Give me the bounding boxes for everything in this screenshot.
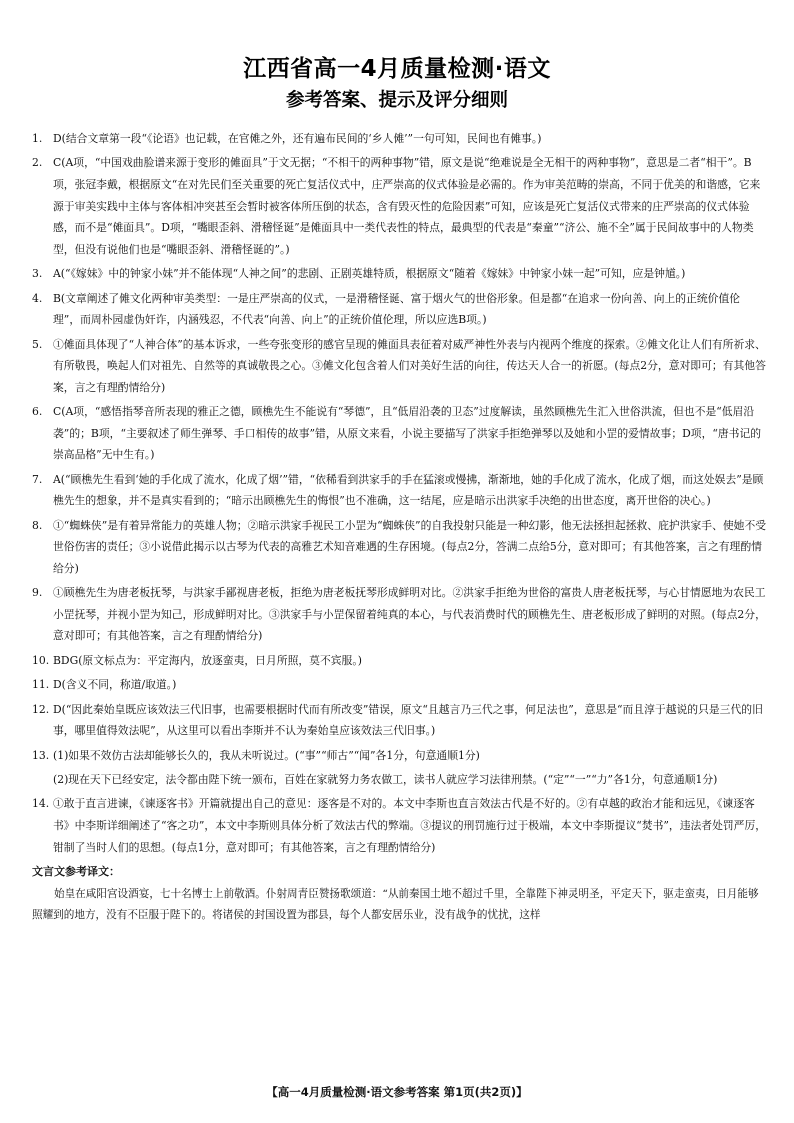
answer-text: C(A项，“感悟指琴音所表现的雅正之德，顾樵先生不能说有“琴德”，且“低眉沿袭的卫态”过度解读，虽然顾樵先生汇入世俗洪流，但也不是“低眉沿袭”的；B项，“主要叙述了师生弹琴、手口相传的故事”错，从原文来看，小说主要描写了洪家手拒绝弹琴以及她和小罡的爱情故事；D项，“唐书记的崇高品格”无中生有。) (53, 405, 762, 462)
page-title: 江西省高一4月质量检测·语文 (243, 56, 551, 82)
answer-item (32, 650, 767, 672)
answer-text: (1)如果不效仿古法却能够长久的，我从未听说过。(“事”“师古”“闻”各1分，句意通顺1分) (53, 748, 480, 762)
answer-item (32, 401, 767, 466)
answer-item (32, 128, 767, 150)
answer-item (32, 334, 767, 399)
answer-subitem (32, 769, 767, 791)
answer-item (32, 745, 767, 767)
answer-item (32, 699, 767, 742)
page-footer: 【高一4月质量检测·语文参考答案 第1页(共2页)】 (266, 1085, 528, 1099)
answer-text: A(“顾樵先生看到‘她的手化成了流水，化成了烟’”错，“依稀看到洪家手的手在猛滚或慢拂，渐渐地，她的手化成了流水，化成了烟，而这处娱去”是顾樵先生的想象，并不是真实看到的；“暗示出顾樵先生的悔恨”也不准确，这一结尾，应是暗示出洪家手决绝的出世态度，离开世俗的决心。) (53, 472, 764, 508)
answer-text: D(结合文章第一段“《论语》也记载，在官傩之外，还有遍布民间的‘乡人傩’”一句可知，民间也有傩事。) (53, 132, 542, 145)
answer-item (32, 263, 767, 285)
translation-heading: 文言文参考译文： (32, 865, 120, 879)
answer-number: 14. (32, 797, 50, 811)
answer-number: 7. (32, 472, 43, 486)
answer-number: 9. (32, 586, 43, 600)
answer-number: 12. (32, 702, 50, 716)
answer-text: ①傩面具体现了“人神合体”的基本诉求，一些夸张变形的感官呈现的傩面具表征着对威严神性外表与内视两个维度的探索。②傩文化让人们有所祈求、有所敬畏，唤起人们对祖先、自然等的真诚敬畏之心。③傩文化包含着人们对美好生活的向往，传达天人合一的祈愿。(每点2分，意对即可；有其他答案，言之有理酌情给分) (53, 337, 766, 394)
answer-number: 6. (32, 405, 43, 419)
answer-item (32, 469, 767, 512)
answer-item (32, 674, 767, 696)
answer-number: 13. (32, 748, 50, 762)
answer-number: 4. (32, 291, 43, 305)
answer-text: C(A项，“中国戏曲脸谱来源于变形的傩面具”于文无据；“不相干的两种事物”错，原文是说“绝难说是全无相干的两种事物”，意思是二者“相干”。B项，张冠李戴，根据原文“在对先民们至关重要的死亡复活仪式中，庄严崇高的仪式体验是必需的。作为审美范畴的崇高，不同于优美的和谐感，它来源于审美实践中主体与客体相冲突甚至会暂时被客体所压倒的状态，含有毁灭性的危险因素”可知，应该是死亡复活仪式带来的庄严崇高的仪式体验感，而不是“傩面具”。D项，“嘴眼歪斜、滑稽怪诞”是傩面具中一类代表性的特点，最典型的代表是“秦童”“济公、施不全”属于民间故事中的人物类型，但没有说他们也是“嘴眼歪斜、滑稽怪诞的”。) (53, 156, 761, 256)
answer-item (32, 152, 767, 260)
answer-number: 10. (32, 653, 50, 667)
page-subtitle: 参考答案、提示及评分细则 (285, 90, 508, 111)
answer-number: 2. (32, 156, 43, 170)
answer-item (32, 793, 767, 858)
answer-item (32, 288, 767, 331)
translation-text: 始皇在咸阳宫设酒宴，七十名博士上前敬酒。仆射周青臣赞扬歌颂道：“从前秦国土地不超过千里，全靠陛下神灵明圣，平定天下，驱走蛮夷，日月能够照耀到的地方，没有不臣服于陛下的。将诸侯的封国设置为郡县，每个人都安居乐业，没有战争的忧扰，这样 (32, 887, 759, 921)
answer-text: BDG(原文标点为：平定海内，放逐蛮夷，日月所照，莫不宾服。) (53, 653, 362, 667)
answer-text: B(文章阐述了傩文化两种审美类型：一是庄严崇高的仪式，一是滑稽怪诞、富于烟火气的世俗形象。但是都“在追求一份向善、向上的正统价值伦理”，而周朴园虚伪奸诈，内涵残忍，不代表“向善、向上”的正统价值伦理，所以应选B项。) (53, 291, 741, 327)
answer-number: 1. (32, 132, 43, 145)
answer-text: (2)现在天下已经安定，法令都由陛下统一颁布，百姓在家就努力务农做工，读书人就应学习法律刑禁。(“定”“一”“力”各1分，句意通顺1分) (53, 772, 718, 786)
answers-body (32, 128, 767, 926)
answer-item (32, 515, 767, 580)
answer-number: 5. (32, 337, 43, 351)
answer-text: D(含义不同，称道/取道。) (53, 678, 177, 692)
answer-text: D(“因此秦始皇既应该效法三代旧事，也需要根据时代而有所改变”错误，原文“且越言乃三代之事，何足法也”，意思是“而且淳于越说的只是三代的旧事，哪里值得效法呢”，从这里可以看出李斯并不认为秦始皇应该效法三代旧事。) (53, 702, 763, 738)
answer-text: ①敢于直言进谏，《谏逐客书》开篇就提出自己的意见：逐客是不对的。本文中李斯也直言效法古代是不好的。②有卓越的政治才能和远见，《谏逐客书》中李斯详细阐述了“客之功”，本文中李斯则具体分析了效法古代的弊端。③提议的刑罚施行过于极端，本文中李斯提议“焚书”，违法者处罚严厉，钳制了当时人们的思想。(每点1分，意对即可；有其他答案，言之有理酌情给分) (53, 797, 767, 854)
answer-number: 11. (32, 678, 50, 692)
answer-text: ①“蜘蛛侠”是有着异常能力的英雄人物；②暗示洪家手视民工小罡为“蜘蛛侠”的自我投射只能是一种幻影，他无法拯担起拯救、庇护洪家手、使她不受世俗伤害的责任；③小说借此揭示以古琴为代表的高雅艺术知音难遇的生存困境。(每点2分，答满二点给5分，意对即可；有其他答案，言之有理酌情给分) (53, 518, 767, 575)
answer-number: 3. (32, 267, 43, 281)
answer-text: A(“《嫁妹》中的钟家小妹”并不能体现“人神之间”的悲剧、正剧英雄特质，根据原文“随着《嫁妹》中钟家小妹一起”可知，应是钟馗。) (53, 267, 686, 281)
answer-number: 8. (32, 518, 43, 532)
answer-item (32, 582, 767, 647)
answer-text: ①顾樵先生为唐老板抚琴，与洪家手鄙视唐老板，拒绝为唐老板抚琴形成鲜明对比。②洪家手拒绝为世俗的富贵人唐老板抚琴，与心甘情愿地为农民工小罡抚琴，并视小罡为知己，形成鲜明对比。③洪家手与小罡保留着纯真的本心，与代表消费时代的顾樵先生、唐老板形成了鲜明的对照。(每点2分，意对即可；有其他答案，言之有理酌情给分) (53, 586, 766, 643)
